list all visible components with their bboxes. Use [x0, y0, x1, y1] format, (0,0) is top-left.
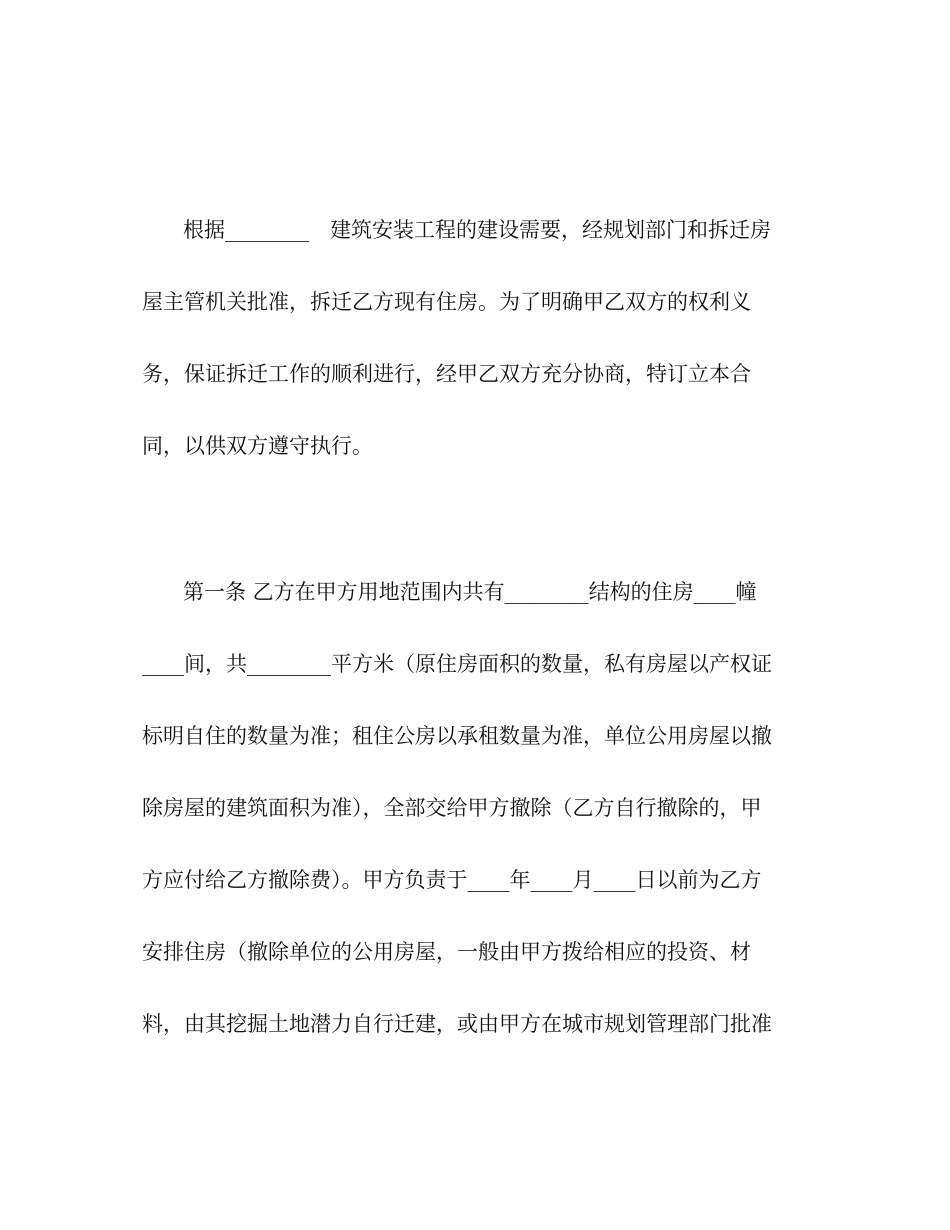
paragraph-2-line-1: 第一条 乙方在甲方用地范围内共有________结构的住房____幢 — [183, 580, 757, 604]
paragraph-1-line-1: 根据________ 建筑安装工程的建设需要，经规划部门和拆迁房 — [183, 218, 771, 242]
paragraph-2-line-2: ____间，共________平方米（原住房面积的数量，私有房屋以产权证 — [142, 652, 772, 676]
paragraph-2-line-3: 标明自住的数量为准；租住公房以承租数量为准，单位公用房屋以撤 — [142, 724, 772, 748]
paragraph-2-line-4: 除房屋的建筑面积为准），全部交给甲方撤除（乙方自行撤除的，甲 — [142, 796, 762, 820]
paragraph-1-line-2: 屋主管机关批准，拆迁乙方现有住房。为了明确甲乙双方的权利义 — [142, 290, 751, 314]
paragraph-1-line-4: 同，以供双方遵守执行。 — [142, 434, 373, 458]
paragraph-2-line-7: 料，由其挖掘土地潜力自行迁建，或由甲方在城市规划管理部门批准 — [142, 1012, 772, 1036]
paragraph-1-line-3: 务，保证拆迁工作的顺利进行，经甲乙双方充分协商，特订立本合 — [142, 362, 751, 386]
paragraph-2-line-6: 安排住房（撤除单位的公用房屋，一般由甲方拨给相应的投资、材 — [142, 940, 751, 964]
paragraph-2-line-5: 方应付给乙方撤除费）。甲方负责于____年____月____日以前为乙方 — [142, 868, 762, 892]
